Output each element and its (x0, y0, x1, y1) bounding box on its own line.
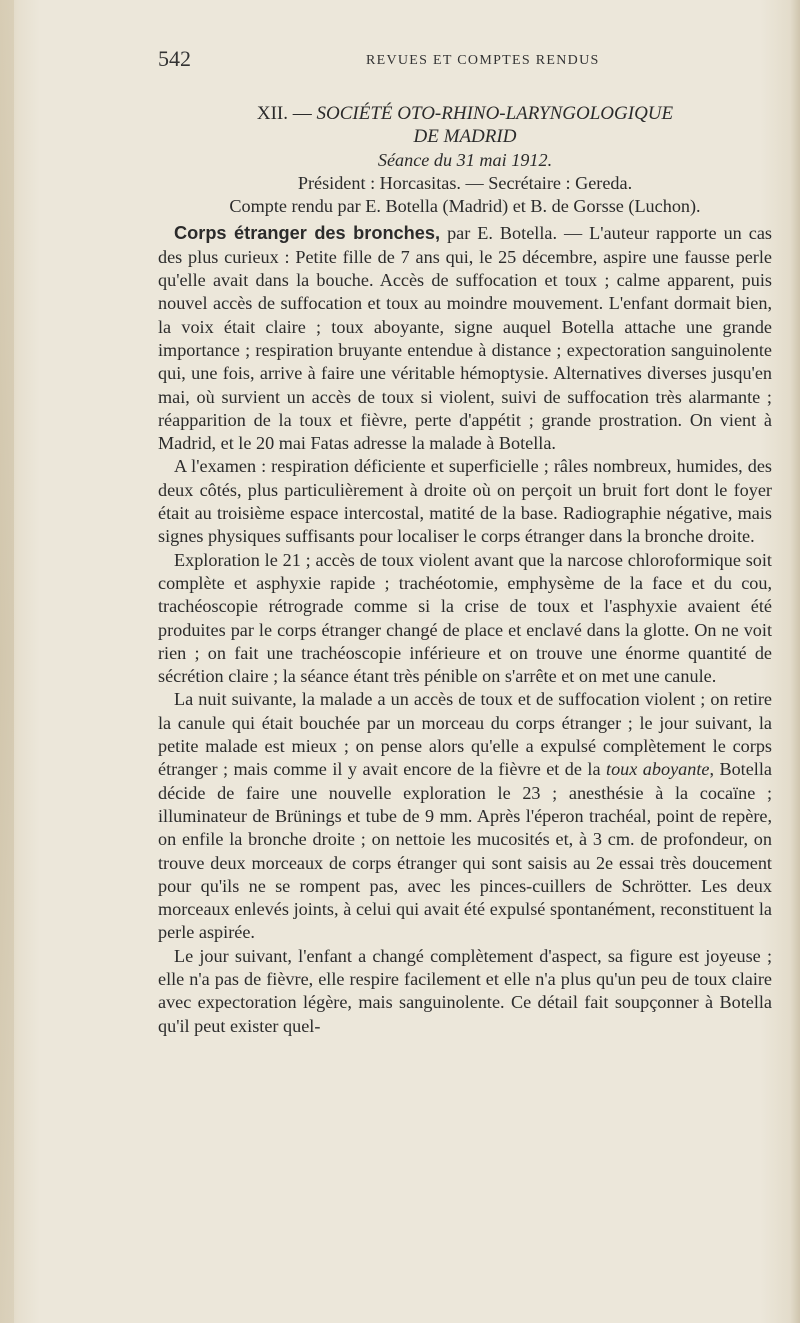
page-number: 542 (158, 46, 191, 71)
italic-term: toux aboyante (606, 759, 710, 780)
section-number: XII. — (256, 103, 312, 124)
society-city: DE MADRID (413, 126, 517, 148)
officers-line: Président : Horcasitas. — Secrétaire : Gereda. (297, 172, 633, 193)
report-credit: Compte rendu par E. Botella (Madrid) et B. de Gorsse (Luchon). (229, 196, 701, 217)
paragraph-5: Le jour suivant, l'enfant a changé complètement d'aspect, sa figure est joyeuse ; elle n'a pas de fièvre, elle respire facilement et elle n'a plus qu'un peu de toux claire avec expectoration légère, mais sanguinolente. Ce détail fait soupçonner à Botella qu'il peut exister quel- (158, 945, 772, 1036)
section-title (158, 102, 772, 125)
article-body (158, 102, 772, 1038)
paragraph-3: Exploration le 21 ; accès de toux violent avant que la narcose chloroformique soit complète et asphyxie rapide ; trachéotomie, emphysème de la face et du cou, trachéoscopie rétrograde comme si la crise de toux et l'asphyxie avaient été produites par le corps étranger changé de place et enclavé dans la glotte. On ne voit rien ; on fait une trachéoscopie inférieure et on trouve une énorme quantité de sécrétion claire ; la séance étant très pénible on s'arrête et on met une canule. (158, 549, 772, 687)
page-edge-shadow (0, 0, 14, 1323)
running-title: REVUES ET COMPTES RENDUS (366, 53, 600, 68)
paragraph-2: A l'examen : respiration déficiente et superficielle ; râles nombreux, humides, des deux côtés, plus particulièrement à droite où on perçoit un bruit fort dont le foyer était au troisième espace intercostal, matité de la base. Radiographie négative, mais signes physiques suffisants pour localiser le corps étranger dans la bronche droite. (158, 456, 772, 547)
session-date: Séance du 31 mai 1912. (377, 149, 553, 170)
paragraph-1-text: L'auteur rapporte un cas des plus curieux : Petite fille de 7 ans qui, le 25 décembre, aspire une fausse perle qu'elle avait dans la bouche. Accès de suffocation et toux ; calme apparent, puis nouvel accès de suffocation et toux au moindre mouvement. L'enfant dormait bien, la voix était claire ; toux aboyante, signe auquel Botella attache une grande importance ; respiration bruyante entendue à distance ; expectoration sanguinolente qui, une fois, arrive à faire une véritable hémoptysie. Alternatives diverses jusqu'en mai, où survient un accès de toux si violent, suivi de suffocation très alarmante ; réapparition de la toux et fièvre, perte d'appétit ; grande prostration. On vient à Madrid, et le 20 mai Fatas adresse la malade à Botella. (158, 223, 772, 454)
society-name: SOCIÉTÉ OTO-RHINO-LARYNGOLOGIQUE (316, 103, 674, 124)
article-lead-author: par E. Botella. — (440, 223, 583, 244)
running-header (158, 46, 770, 76)
paragraph-1 (158, 222, 772, 455)
article-lead-title: Corps étranger des bronches, (174, 223, 441, 244)
paragraph-4: La nuit suivante, la malade a un accès de toux et de suffocation violent ; on retire la canule qui était bouchée par un morceau du corps étranger ; le jour suivant, la petite malade est mieux ; on pense alors qu'elle a expulsé complètement le corps étranger ; mais comme il y avait encore de la fièvre et de la toux aboyante, Botella décide de faire une nouvelle exploration le 23 ; anesthésie à la cocaïne ; illuminateur de Brünings et tube de 9 mm. Après l'éperon trachéal, point de repère, on enfile la bronche droite ; on nettoie les mucosités et, à 3 cm. de profondeur, on trouve deux morceaux de corps étranger qui sont saisis au 2e essai très doucement pour qu'ils ne se rompent pas, avec les pinces-cuillers de Schrötter. Les deux morceaux enlevés joints, à celui qui avait été expulsé spontanément, reconstituent la perle aspirée. (158, 689, 772, 943)
